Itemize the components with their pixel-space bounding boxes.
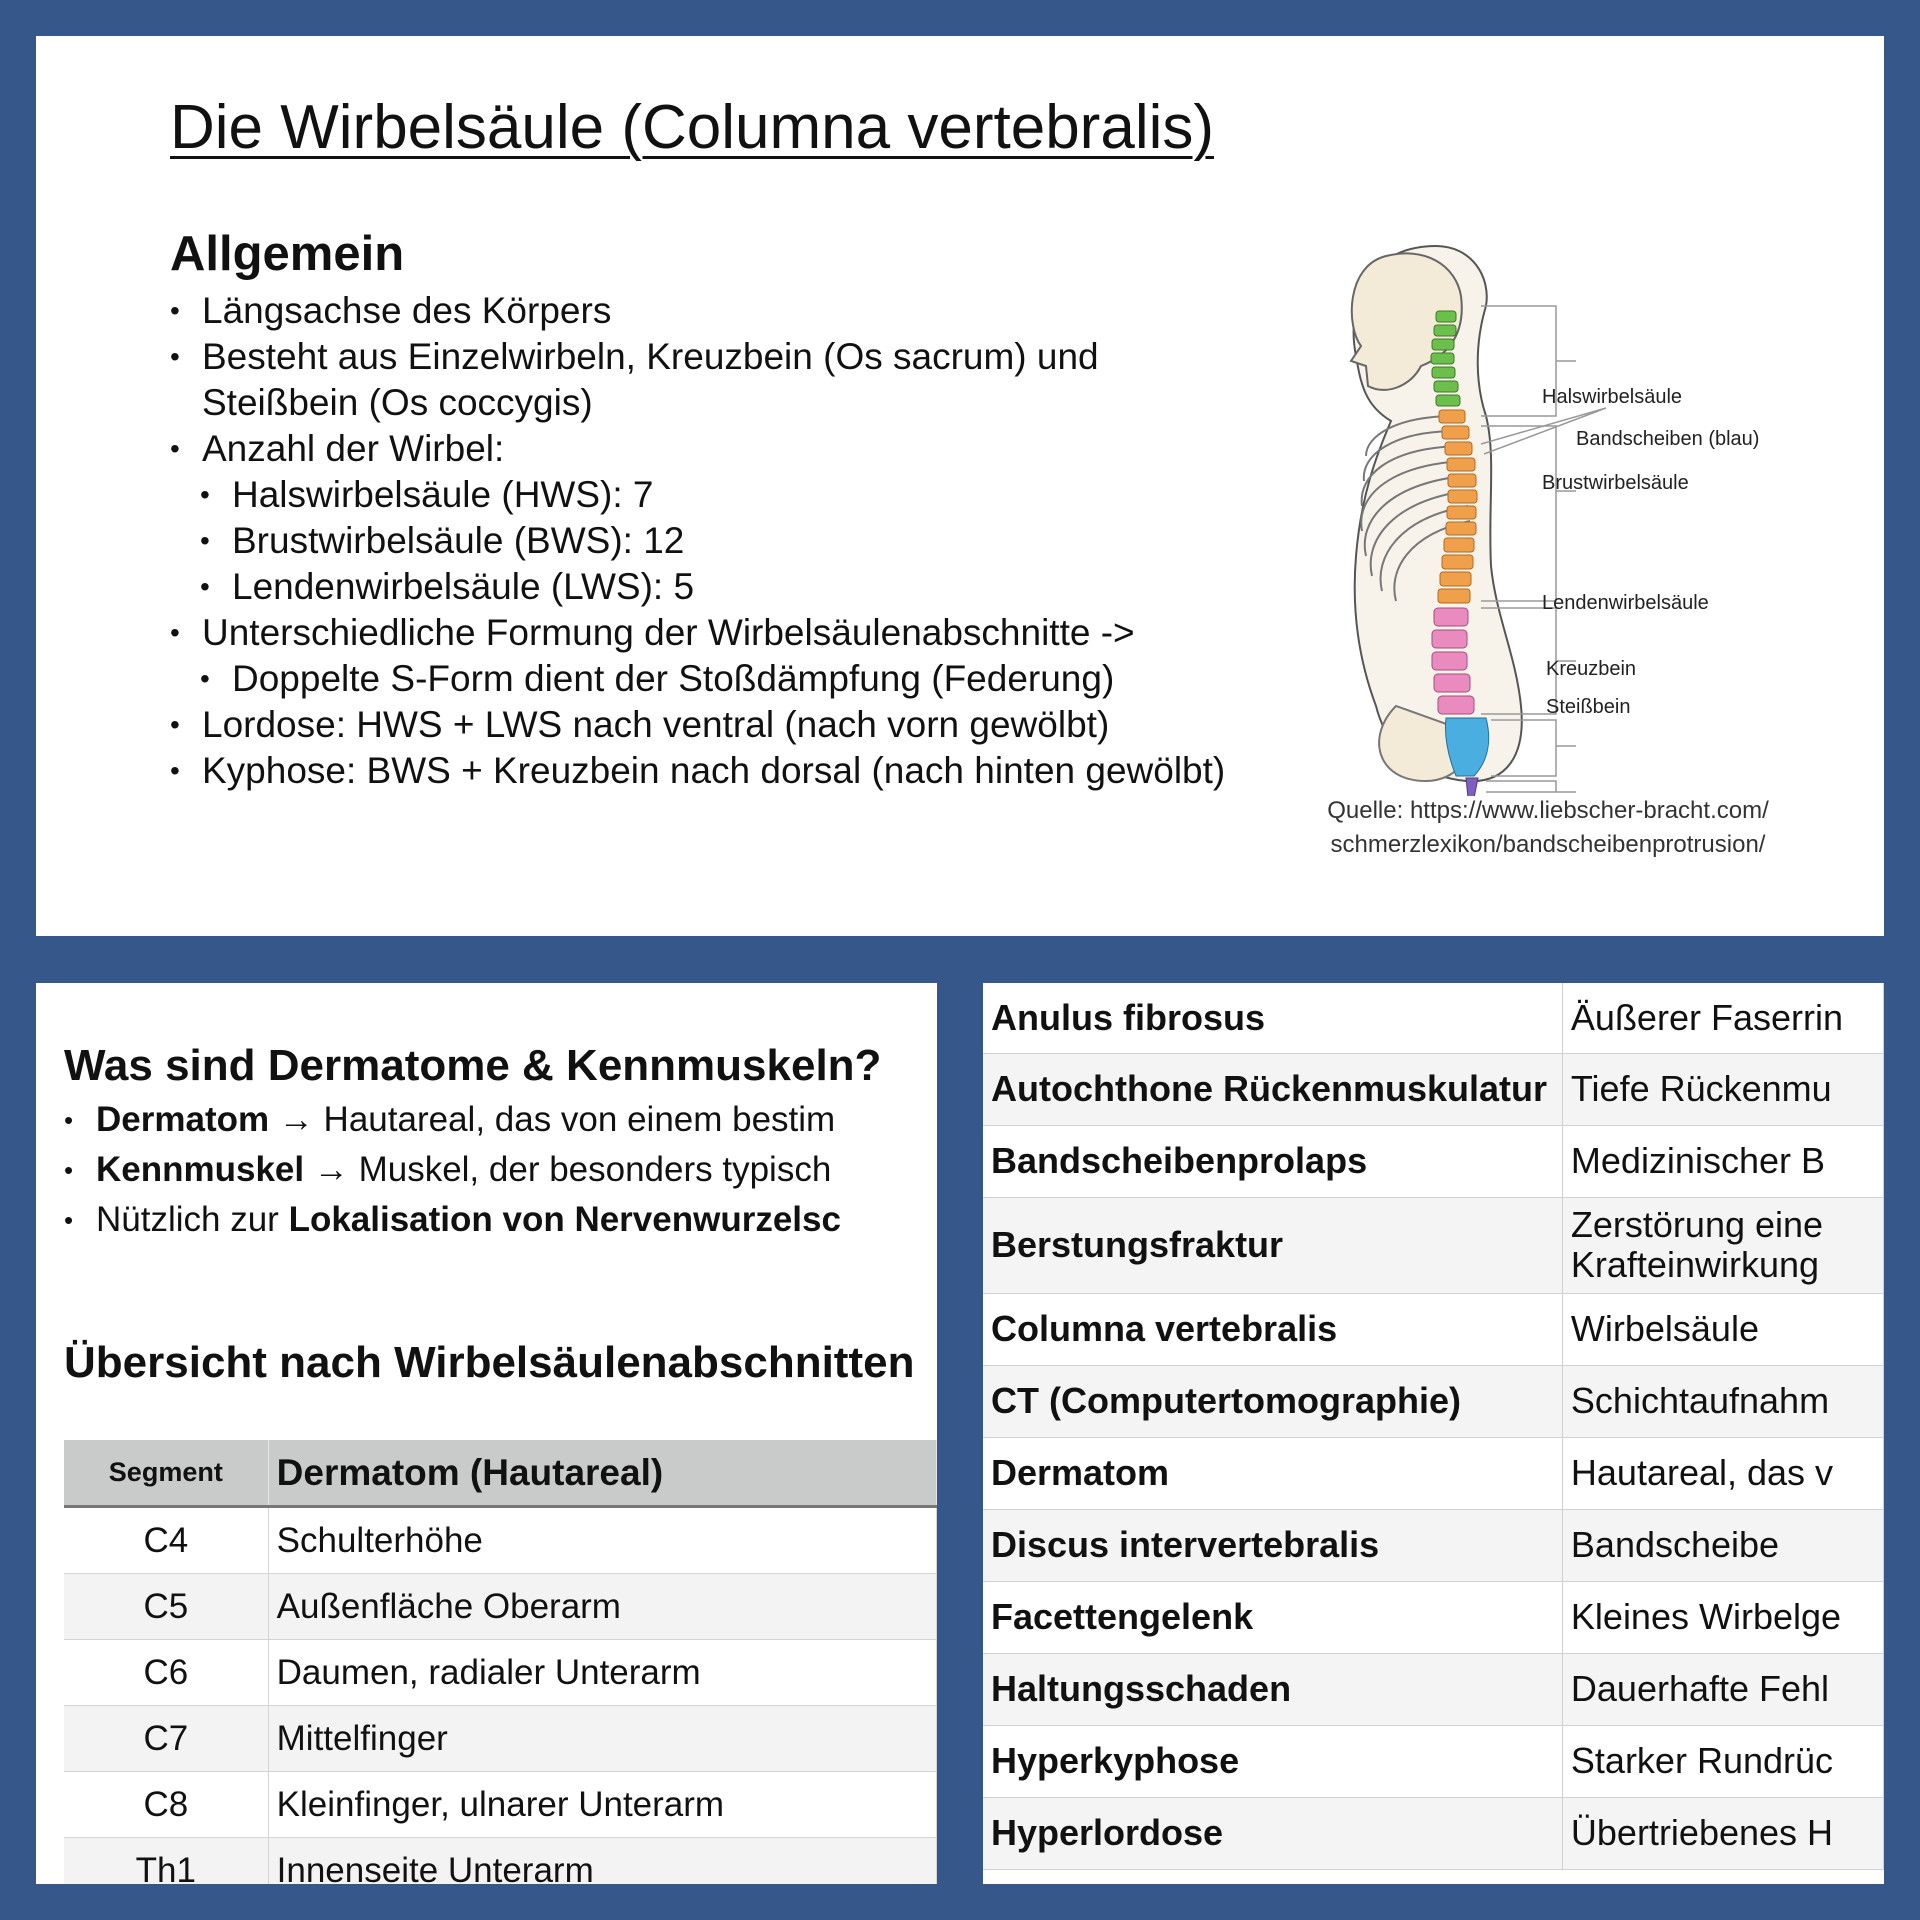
- segment-cell: C5: [64, 1574, 268, 1640]
- section-heading-allgemein: Allgemein: [170, 227, 405, 281]
- table-row: [64, 1838, 937, 1885]
- table-row: [64, 1640, 937, 1706]
- glossary-term: Discus intervertebralis: [983, 1509, 1562, 1581]
- bullet-text: → Muskel, der besonders typisch: [304, 1150, 832, 1189]
- glossary-table: [983, 983, 1884, 1870]
- segment-cell: Th1: [64, 1838, 268, 1885]
- dermatom-cell: Kleinfinger, ulnarer Unterarm: [268, 1772, 936, 1838]
- spine-anatomy-figure: [1306, 236, 1826, 796]
- bullet-item: • Unterschiedliche Formung der Wirbelsäulenabschnitte ->: [170, 610, 1230, 656]
- table-row: [983, 1197, 1884, 1293]
- dermatome-bullet-list: [64, 1095, 841, 1245]
- label-bandscheiben: Bandscheiben (blau): [1576, 428, 1760, 450]
- bullet-item: • Besteht aus Einzelwirbeln, Kreuzbein (Os sacrum) und Steißbein (Os coccygis): [170, 334, 1230, 426]
- segment-cell: C7: [64, 1706, 268, 1772]
- glossary-definition: Bandscheibe: [1562, 1509, 1883, 1581]
- segment-cell: C8: [64, 1772, 268, 1838]
- glossary-definition: Dauerhafte Fehl: [1562, 1653, 1883, 1725]
- glossary-term: Anulus fibrosus: [983, 983, 1562, 1053]
- bullet-bold: Lokalisation von Nervenwurzelsc: [288, 1200, 841, 1239]
- slide-title: Die Wirbelsäule (Columna vertebralis): [170, 93, 1215, 162]
- glossary-term: Columna vertebralis: [983, 1293, 1562, 1365]
- spine-overview-slide: [36, 36, 1884, 936]
- bullet-item: • Längsachse des Körpers: [170, 288, 1230, 334]
- dermatome-table: [64, 1440, 937, 1884]
- sub-bullet-item: • Brustwirbelsäule (BWS): 12: [170, 518, 1230, 564]
- glossary-term: Bandscheibenprolaps: [983, 1125, 1562, 1197]
- segment-cell: C6: [64, 1640, 268, 1706]
- bullet-item: [64, 1095, 841, 1145]
- overview-heading: Übersicht nach Wirbelsäulenabschnitten: [64, 1338, 915, 1387]
- table-row: [983, 1437, 1884, 1509]
- table-row: [983, 1125, 1884, 1197]
- glossary-definition: Starker Rundrüc: [1562, 1725, 1883, 1797]
- image-source-caption: [1268, 794, 1828, 862]
- table-header-row: [64, 1440, 937, 1507]
- dermatom-cell: Schulterhöhe: [268, 1507, 936, 1574]
- table-row: [983, 1365, 1884, 1437]
- glossary-definition: Übertriebenes H: [1562, 1797, 1883, 1869]
- column-header-dermatom: Dermatom (Hautareal): [268, 1440, 936, 1507]
- segment-cell: C4: [64, 1507, 268, 1574]
- glossary-definition: Zerstörung eine Krafteinwirkung: [1562, 1197, 1883, 1293]
- glossary-term: Hyperkyphose: [983, 1725, 1562, 1797]
- glossary-definition: Hautareal, das v: [1562, 1437, 1883, 1509]
- label-brustwirbelsaeule: Brustwirbelsäule: [1542, 472, 1689, 494]
- glossary-term: Autochthone Rückenmuskulatur: [983, 1053, 1562, 1125]
- bullet-text: → Hautareal, das von einem bestim: [269, 1100, 836, 1139]
- allgemein-bullet-list: [170, 288, 1230, 794]
- glossary-definition: Äußerer Faserrin: [1562, 983, 1883, 1053]
- glossary-definition: Tiefe Rückenmu: [1562, 1053, 1883, 1125]
- glossary-term: Facettengelenk: [983, 1581, 1562, 1653]
- sub-bullet-item: • Doppelte S-Form dient der Stoßdämpfung (Federung): [170, 656, 1230, 702]
- glossary-term: Haltungsschaden: [983, 1653, 1562, 1725]
- table-row: [64, 1772, 937, 1838]
- dermatom-cell: Daumen, radialer Unterarm: [268, 1640, 936, 1706]
- bullet-item: • Lordose: HWS + LWS nach ventral (nach vorn gewölbt): [170, 702, 1230, 748]
- glossary-definition: Wirbelsäule: [1562, 1293, 1883, 1365]
- label-lendenwirbelsaeule: Lendenwirbelsäule: [1542, 592, 1709, 614]
- table-row: [983, 1653, 1884, 1725]
- label-kreuzbein: Kreuzbein: [1546, 658, 1637, 680]
- table-row: [64, 1706, 937, 1772]
- glossary-term: CT (Computertomographie): [983, 1365, 1562, 1437]
- table-row: [983, 1725, 1884, 1797]
- sub-bullet-item: • Lendenwirbelsäule (LWS): 5: [170, 564, 1230, 610]
- source-line: schmerzlexikon/bandscheibenprotrusion/: [1330, 831, 1766, 858]
- table-row: [983, 1581, 1884, 1653]
- dermatom-cell: Innenseite Unterarm: [268, 1838, 936, 1885]
- table-row: [64, 1574, 937, 1640]
- table-row: [983, 983, 1884, 1053]
- table-row: [983, 1509, 1884, 1581]
- glossary-definition: Medizinischer B: [1562, 1125, 1883, 1197]
- glossary-panel: [983, 983, 1884, 1884]
- glossary-definition: Schichtaufnahm: [1562, 1365, 1883, 1437]
- dermatom-cell: Außenfläche Oberarm: [268, 1574, 936, 1640]
- source-line: Quelle: https://www.liebscher-bracht.com/: [1327, 797, 1769, 824]
- glossary-term: Berstungsfraktur: [983, 1197, 1562, 1293]
- bullet-bold: Kennmuskel: [96, 1150, 305, 1189]
- bullet-item: [64, 1195, 841, 1245]
- bullet-item: • Kyphose: BWS + Kreuzbein nach dorsal (nach hinten gewölbt): [170, 748, 1230, 794]
- bullet-text: Nützlich zur: [96, 1200, 289, 1239]
- label-steissbein: Steißbein: [1546, 696, 1631, 718]
- table-row: [64, 1507, 937, 1574]
- glossary-definition: Kleines Wirbelge: [1562, 1581, 1883, 1653]
- glossary-term: Hyperlordose: [983, 1797, 1562, 1869]
- glossary-term: Dermatom: [983, 1437, 1562, 1509]
- bullet-bold: Dermatom: [96, 1100, 270, 1139]
- table-row: [983, 1053, 1884, 1125]
- label-halswirbelsaeule: Halswirbelsäule: [1542, 386, 1683, 408]
- table-row: [983, 1293, 1884, 1365]
- dermatome-slide: [36, 983, 937, 1884]
- dermatom-cell: Mittelfinger: [268, 1706, 936, 1772]
- table-row: [983, 1797, 1884, 1869]
- bullet-item: • Anzahl der Wirbel:: [170, 426, 1230, 472]
- column-header-segment: Segment: [64, 1440, 268, 1507]
- sub-bullet-item: • Halswirbelsäule (HWS): 7: [170, 472, 1230, 518]
- dermatome-heading: Was sind Dermatome & Kennmuskeln?: [64, 1041, 882, 1090]
- bullet-item: [64, 1145, 841, 1195]
